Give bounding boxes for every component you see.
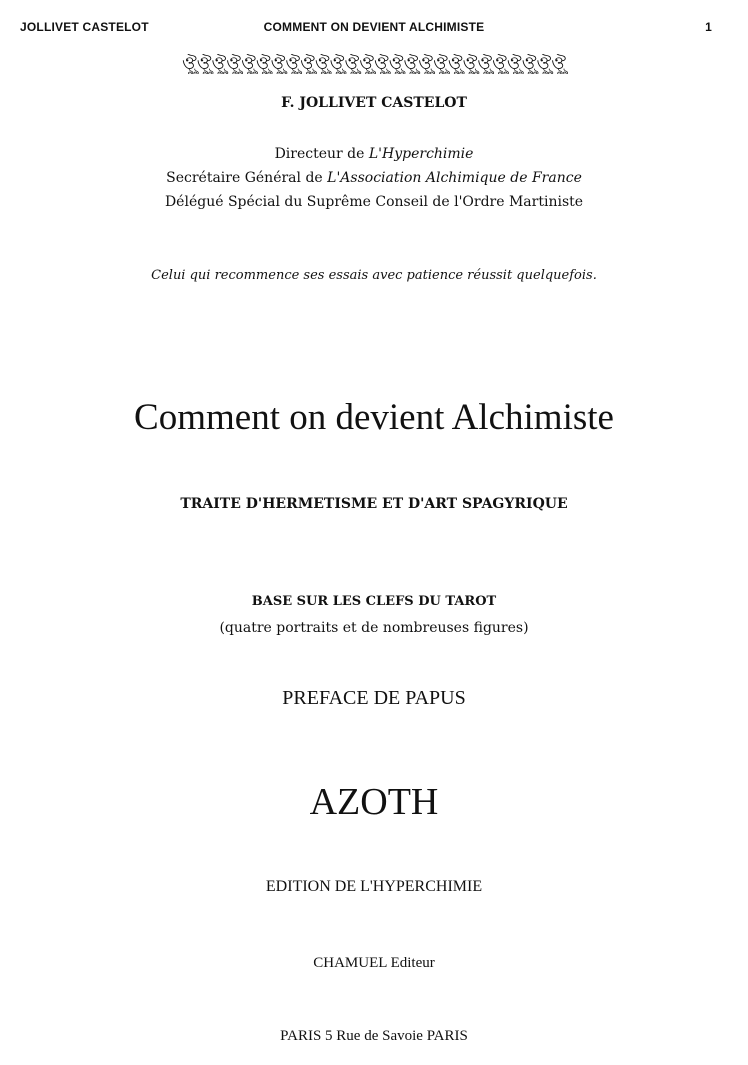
book-title: Comment on devient Alchimiste: [134, 397, 614, 438]
author-role-3: [0, 194, 748, 210]
preface-line: PREFACE DE PAPUS: [282, 687, 466, 709]
page-number: 1: [705, 20, 712, 34]
running-header-title: COMMENT ON DEVIENT ALCHIMISTE: [263, 20, 485, 34]
decorative-ornament-border: ঔৣঔৣঔৣঔৣঔৣঔৣঔৣঔৣঔৣঔৣঔৣঔৣঔৣঔৣঔৣঔৣঔৣঔৣঔৣঔৣঔৣঔৣঔৣঔৣঔৣঔৣ: [181, 54, 566, 74]
running-header-author: JOLLIVET CASTELOT: [20, 20, 149, 34]
book-subtitle: TRAITE D'HERMETISME ET D'ART SPAGYRIQUE: [180, 496, 568, 512]
role-3-prefix: Délégué Spécial du Suprême Conseil de l'Ordre Martiniste: [164, 194, 584, 210]
author-role-2: [0, 170, 748, 186]
role-2-italic: L'Association Alchimique de France: [327, 170, 582, 186]
publisher-mark: AZOTH: [309, 781, 439, 823]
basis-line: BASE SUR LES CLEFS DU TAROT: [251, 594, 497, 609]
author-role-1: [0, 146, 748, 162]
editor-line: CHAMUEL Editeur: [313, 955, 435, 971]
basis-note: (quatre portraits et de nombreuses figures): [219, 620, 529, 636]
publisher-address: PARIS 5 Rue de Savoie PARIS: [280, 1028, 468, 1044]
role-1-italic: L'Hyperchimie: [368, 146, 474, 162]
edition-line: EDITION DE L'HYPERCHIMIE: [265, 878, 483, 895]
role-2-prefix: Secrétaire Général de: [166, 170, 328, 186]
role-1-prefix: Directeur de: [274, 146, 369, 162]
author-name: F. JOLLIVET CASTELOT: [281, 95, 467, 111]
epigraph-motto: Celui qui recommence ses essais avec patience réussit quelquefois.: [151, 268, 597, 283]
